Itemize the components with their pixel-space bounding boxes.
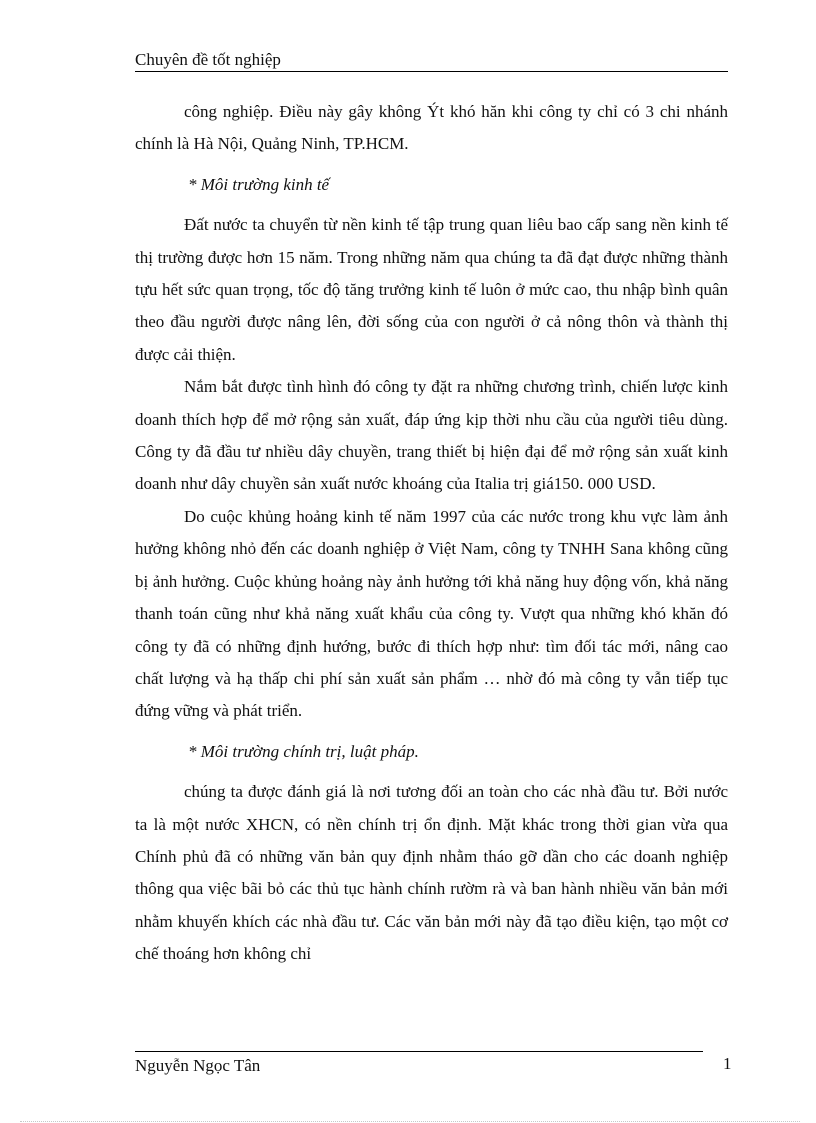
paragraph-4: Do cuộc khủng hoảng kinh tế năm 1997 của các nước trong khu vực làm ảnh hưởng không nhỏ đến các doanh nghiệp ở Việt Nam, công ty TNHH Sana không cũng bị ảnh hưởng. Cuộc khủng hoảng này ảnh hưởng tới khả năng huy động vốn, khả năng thanh toán cũng như khả năng xuất khẩu của công ty. Vượt qua những khó khăn đó công ty đã có những định hướng, bước đi thích hợp như: tìm đối tác mới, nâng cao chất lượng và hạ thấp chi phí sản xuất sản phẩm … nhờ đó mà công ty vẫn tiếp tục đứng vững và phát triển. [135, 506, 728, 721]
header-title: Chuyên đề tốt nghiệp [135, 50, 281, 69]
paragraph-5: chúng ta được đánh giá là nơi tương đối an toàn cho các nhà đầu tư. Bởi nước ta là một nước XHCN, có nền chính trị ổn định. Mặt khác trong thời gian vừa qua Chính phủ đã có những văn bản quy định nhằm tháo gỡ dần cho các doanh nghiệp thông qua việc bãi bỏ các thủ tục hành chính rườm rà và ban hành nhiều văn bản mới nhằm khuyến khích các nhà đầu tư. Các văn bản mới này đã tạo điều kiện, tạo một cơ chế thoáng hơn không chỉ [135, 782, 728, 964]
paragraph-2: Đất nước ta chuyển từ nền kinh tế tập trung quan liêu bao cấp sang nền kinh tế thị trường được hơn 15 năm. Trong những năm qua chúng ta đã đạt được những thành tựu hết sức quan trọng, tốc độ tăng trưởng kinh tế luôn ở mức cao, thu nhập bình quân theo đầu người được nâng lên, đời sống của con người ở cả nông thôn và thành thị được cải thiện. [135, 215, 728, 364]
section-heading-political: * Môi trường chính trị, luật pháp. [188, 741, 419, 761]
footer-author: Nguyễn Ngọc Tân [135, 1056, 261, 1075]
header-rule [135, 71, 728, 72]
footer-rule [135, 1051, 703, 1052]
paragraph-1: công nghiệp. Điều này gây không Ýt khó hăn khi công ty chỉ có 3 chi nhánh chính là Hà Nội, Quảng Ninh, TP.HCM. [135, 102, 728, 154]
page-number: 1 [723, 1054, 732, 1073]
document-body [135, 96, 728, 971]
section-heading-economic: * Môi trường kinh tế [188, 174, 330, 194]
page-edge-divider [20, 1121, 800, 1122]
paragraph-3: Nắm bắt được tình hình đó công ty đặt ra những chương trình, chiến lược kinh doanh thích hợp để mở rộng sản xuất, đáp ứng kịp thời nhu cầu của người tiêu dùng. Công ty đã đầu tư nhiều dây chuyền, trang thiết bị hiện đại để mở rộng sản xuất kinh doanh như dây chuyền sản xuất nước khoáng của Italia trị giá150. 000 USD. [135, 377, 728, 494]
